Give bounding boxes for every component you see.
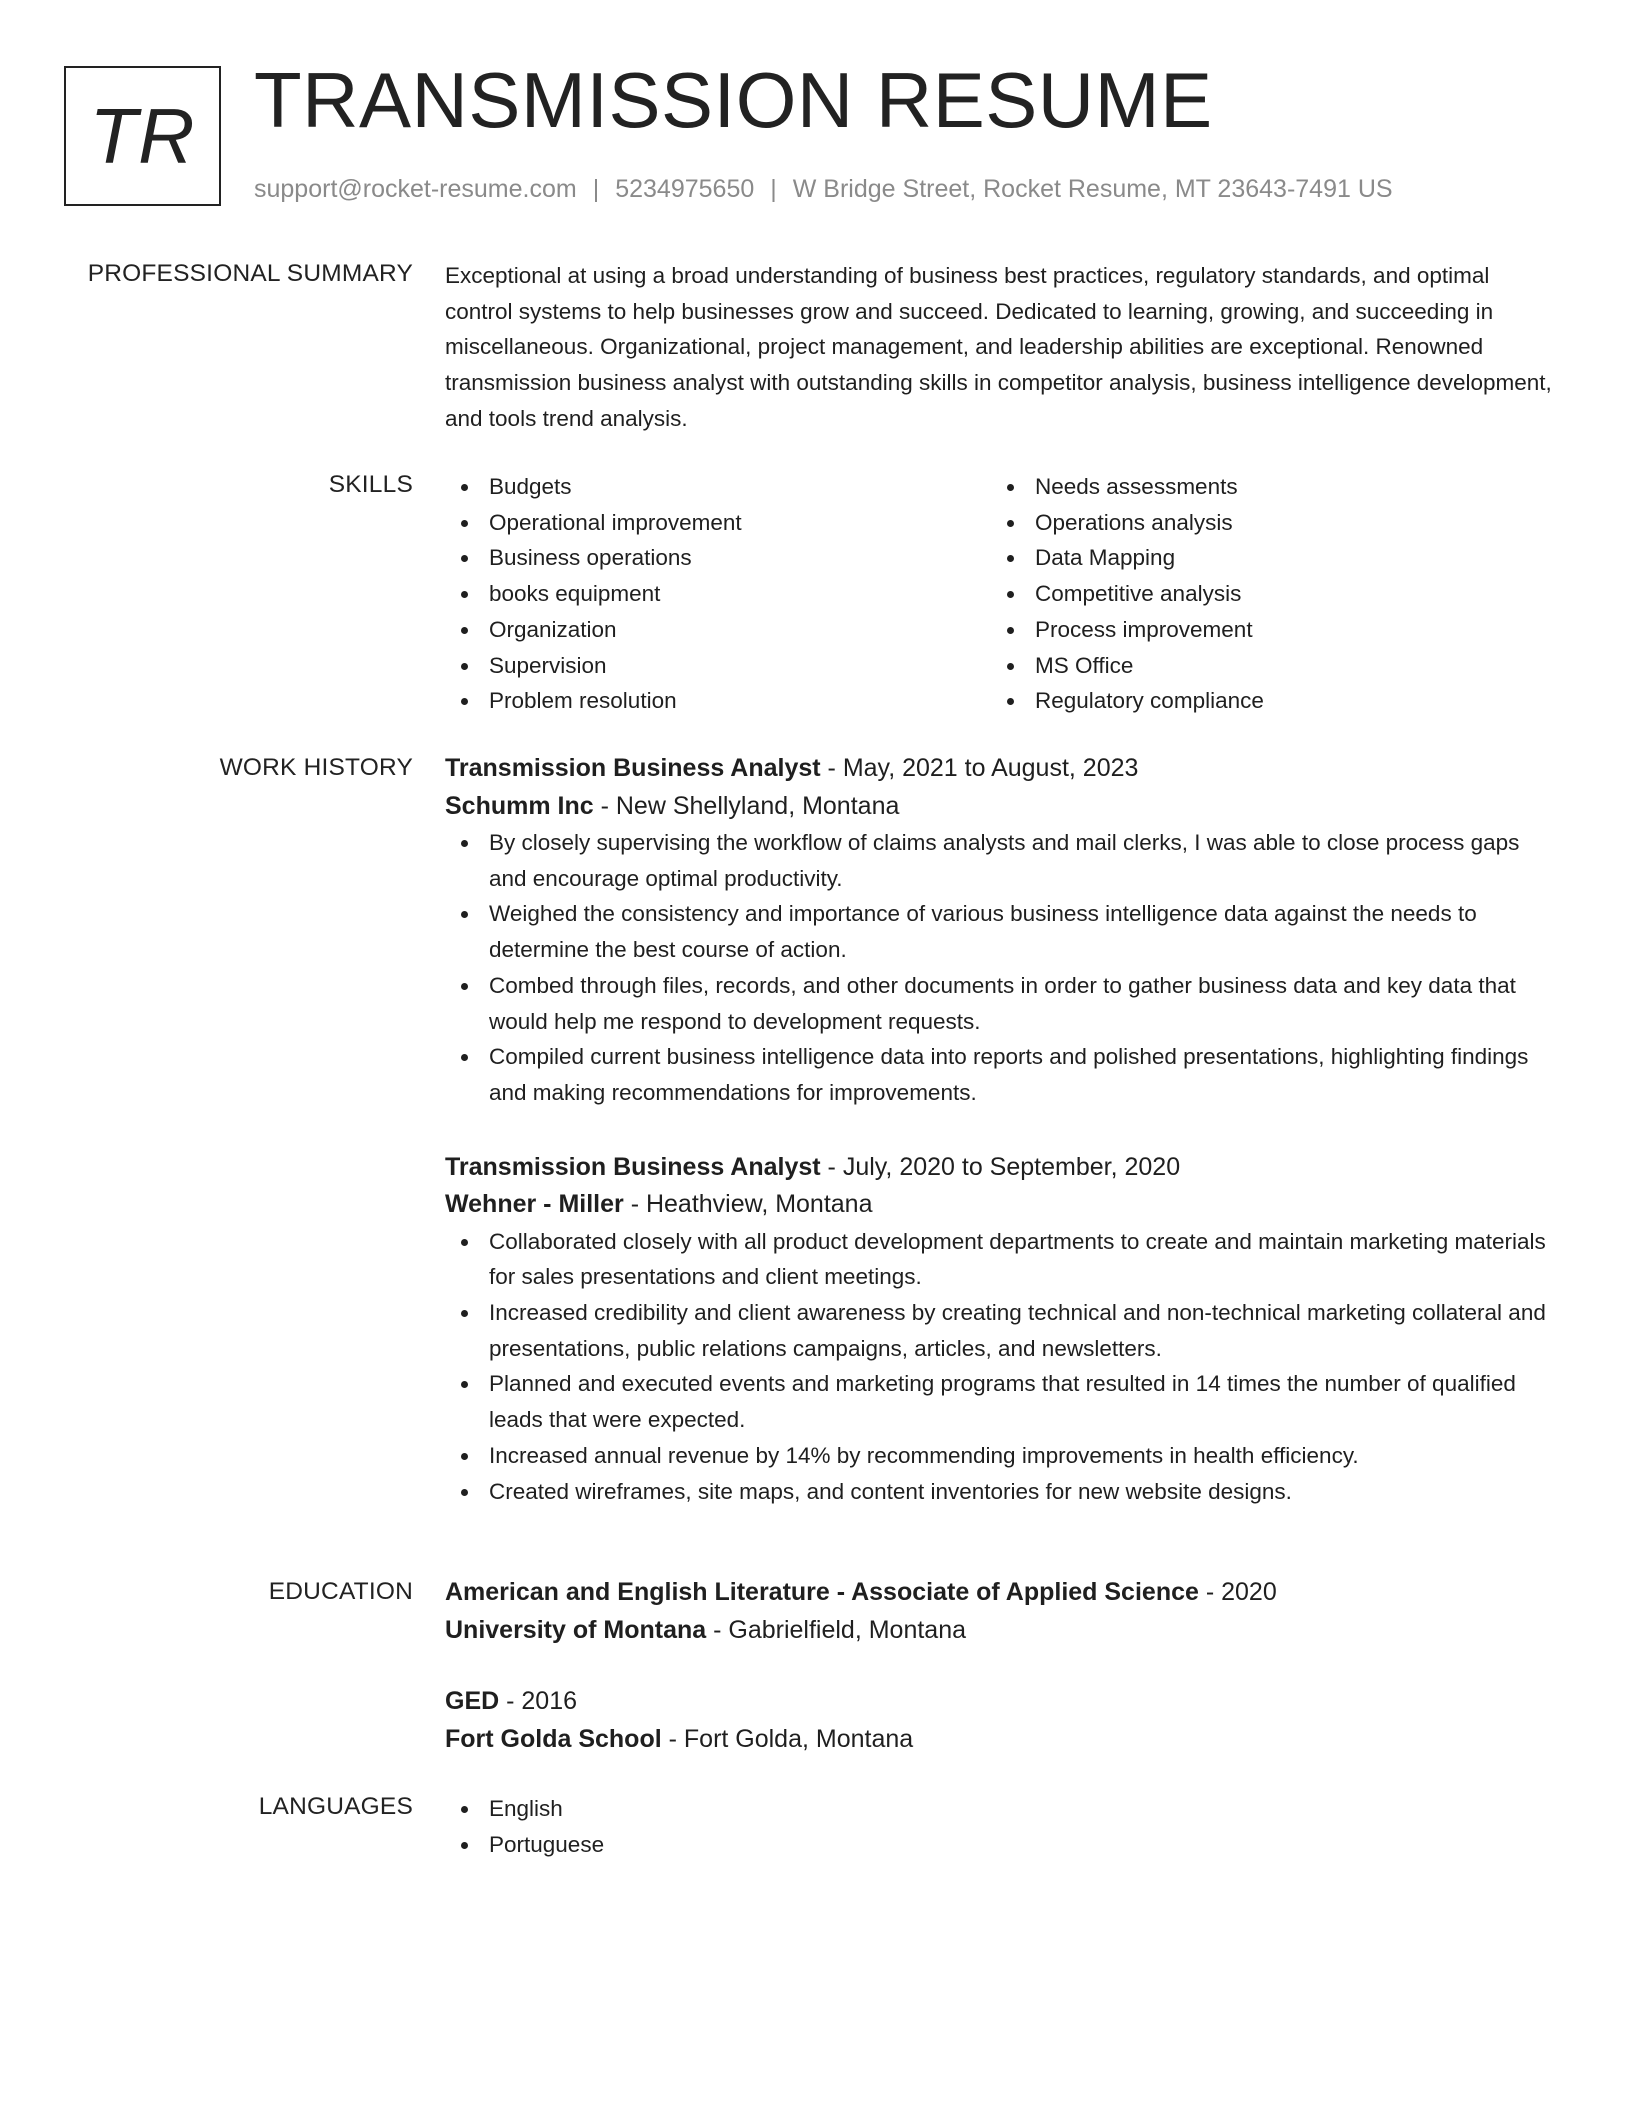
contact-separator: | bbox=[770, 175, 777, 203]
job-bullet: Created wireframes, site maps, and content inventories for new website designs. bbox=[445, 1474, 1560, 1510]
job-entry bbox=[445, 1149, 1560, 1510]
job-bullet: By closely supervising the workflow of claims analysts and mail clerks, I was able to close process gaps and encourage optimal productivity. bbox=[445, 825, 1560, 896]
skill-item: Operational improvement bbox=[445, 505, 991, 541]
job-bullet: Increased annual revenue by 14% by recommending improvements in health efficiency. bbox=[445, 1438, 1560, 1474]
contact-separator: | bbox=[592, 175, 600, 203]
contact-email: support@rocket-resume.com bbox=[254, 175, 577, 203]
job-bullet: Weighed the consistency and importance of various business intelligence data against the needs to determine the best course of action. bbox=[445, 896, 1560, 967]
school-line bbox=[445, 1612, 1560, 1650]
degree-line bbox=[445, 1683, 1560, 1721]
languages-body bbox=[445, 1791, 1560, 1862]
contact-phone: 5234975650 bbox=[615, 175, 755, 203]
job-bullet: Planned and executed events and marketing programs that resulted in 14 times the number of qualified leads that were expected. bbox=[445, 1366, 1560, 1437]
degree-name: GED bbox=[445, 1687, 500, 1715]
job-location: New Shellyland, Montana bbox=[615, 791, 900, 820]
dash-separator: - bbox=[593, 791, 616, 820]
dash-separator: - bbox=[499, 1687, 522, 1715]
skill-item: Budgets bbox=[445, 469, 991, 505]
dash-separator: - bbox=[1198, 1578, 1222, 1606]
school-name: Fort Golda School bbox=[445, 1724, 662, 1753]
skill-item: Organization bbox=[445, 612, 991, 648]
education-entry bbox=[445, 1574, 1560, 1649]
language-item: English bbox=[445, 1791, 1560, 1827]
skill-item: MS Office bbox=[991, 648, 1537, 684]
skill-item: Regulatory compliance bbox=[991, 683, 1537, 719]
job-company: Schumm Inc bbox=[445, 791, 594, 820]
skills-list-left bbox=[445, 469, 991, 719]
skill-item: books equipment bbox=[445, 576, 991, 612]
job-bullet: Collaborated closely with all product development departments to create and maintain marketing materials for sales presentations and client meetings. bbox=[445, 1224, 1560, 1295]
summary-body bbox=[445, 258, 1560, 437]
job-company-line bbox=[445, 788, 1560, 826]
school-line bbox=[445, 1721, 1560, 1759]
dash-separator: - bbox=[661, 1724, 684, 1753]
languages-list bbox=[445, 1791, 1560, 1862]
school-name: University of Montana bbox=[445, 1615, 707, 1644]
dash-separator: - bbox=[706, 1615, 729, 1644]
job-location: Heathview, Montana bbox=[645, 1190, 873, 1219]
monogram-box bbox=[64, 66, 221, 206]
education-body bbox=[445, 1574, 1560, 1758]
skills-columns bbox=[445, 469, 1560, 719]
section-label-skills: SKILLS bbox=[328, 471, 413, 498]
job-bullet: Compiled current business intelligence data into reports and polished presentations, highlighting findings and making recommendations for improvements. bbox=[445, 1039, 1560, 1110]
job-company-line bbox=[445, 1186, 1560, 1224]
degree-year: 2016 bbox=[521, 1687, 578, 1715]
section-label-languages: LANGUAGES bbox=[258, 1793, 413, 1820]
dash-separator: - bbox=[820, 1152, 843, 1181]
job-title: Transmission Business Analyst bbox=[445, 1152, 821, 1181]
section-label-work-history: WORK HISTORY bbox=[219, 754, 413, 781]
job-bullet-list bbox=[445, 825, 1560, 1111]
job-bullet-list bbox=[445, 1224, 1560, 1510]
work-history-body bbox=[445, 750, 1560, 1509]
job-title-line bbox=[445, 1149, 1560, 1187]
education-entry bbox=[445, 1683, 1560, 1758]
contact-address: W Bridge Street, Rocket Resume, MT 23643-7491 US bbox=[792, 175, 1393, 203]
skills-list-right bbox=[991, 469, 1537, 719]
section-label-summary: PROFESSIONAL SUMMARY bbox=[87, 260, 413, 287]
language-item: Portuguese bbox=[445, 1827, 1560, 1863]
job-dates: May, 2021 to August, 2023 bbox=[842, 754, 1139, 782]
contact-line bbox=[254, 174, 1393, 204]
job-company: Wehner - Miller bbox=[445, 1190, 624, 1219]
degree-line bbox=[445, 1574, 1560, 1612]
skill-item: Problem resolution bbox=[445, 683, 991, 719]
degree-name: American and English Literature - Associate of Applied Science bbox=[445, 1578, 1199, 1606]
school-location: Gabrielfield, Montana bbox=[728, 1615, 967, 1644]
skill-item: Supervision bbox=[445, 648, 991, 684]
dash-separator: - bbox=[820, 754, 843, 782]
dash-separator: - bbox=[623, 1190, 646, 1219]
job-bullet: Combed through files, records, and other documents in order to gather business data and key data that would help me respond to development requests. bbox=[445, 968, 1560, 1039]
skill-item: Competitive analysis bbox=[991, 576, 1537, 612]
section-label-education: EDUCATION bbox=[268, 1578, 413, 1605]
summary-text: Exceptional at using a broad understanding of business best practices, regulatory standards, and optimal control systems to help businesses grow and succeed. Dedicated to learning, growing, and succeeding in miscellaneous. Organizational, project management, and leadership abilities are exceptional. Renowned transmission business analyst with outstanding skills in competitor analysis, business intelligence development, and tools trend analysis. bbox=[445, 263, 1552, 431]
job-entry bbox=[445, 750, 1560, 1111]
job-title-line bbox=[445, 750, 1560, 788]
monogram-initials: TR bbox=[89, 92, 196, 180]
skill-item: Operations analysis bbox=[991, 505, 1537, 541]
degree-year: 2020 bbox=[1221, 1578, 1277, 1606]
skill-item: Needs assessments bbox=[991, 469, 1537, 505]
job-bullet: Increased credibility and client awareness by creating technical and non-technical marketing collateral and presentations, public relations campaigns, articles, and newsletters. bbox=[445, 1295, 1560, 1366]
job-title: Transmission Business Analyst bbox=[445, 754, 821, 782]
job-dates: July, 2020 to September, 2020 bbox=[842, 1152, 1181, 1181]
candidate-name: TRANSMISSION RESUME bbox=[254, 56, 1213, 144]
school-location: Fort Golda, Montana bbox=[683, 1724, 914, 1753]
skill-item: Data Mapping bbox=[991, 540, 1537, 576]
skill-item: Process improvement bbox=[991, 612, 1537, 648]
skill-item: Business operations bbox=[445, 540, 991, 576]
